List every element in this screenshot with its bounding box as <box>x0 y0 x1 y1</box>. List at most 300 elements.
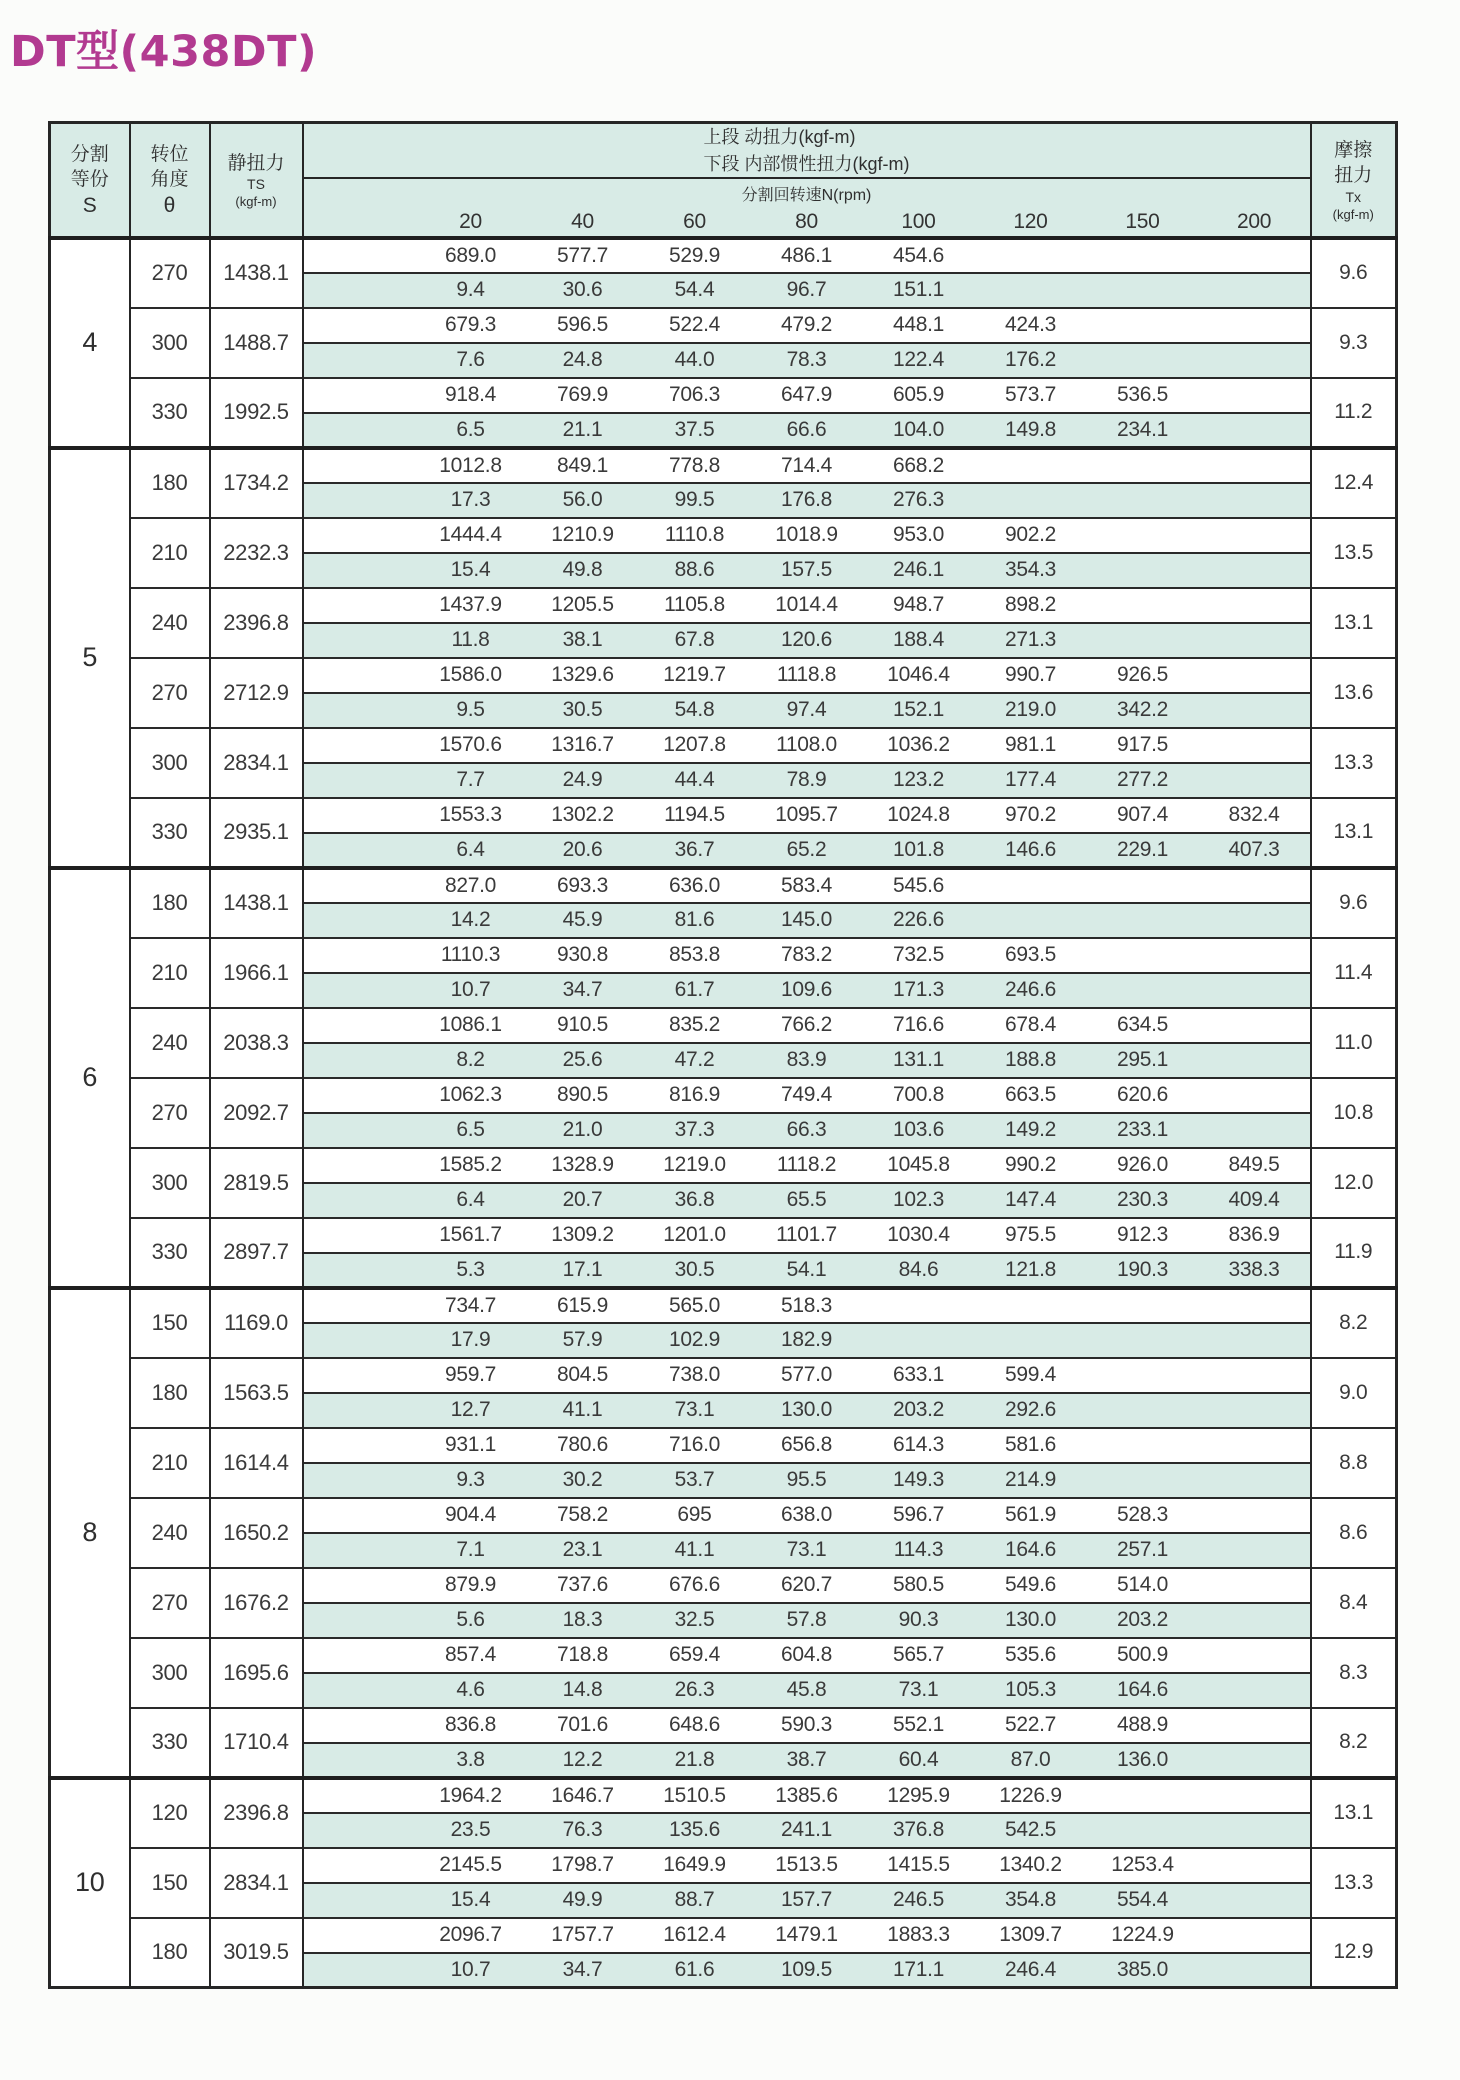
dynamic-torque-value: 638.0 <box>751 1498 863 1533</box>
inertia-torque-value: 23.5 <box>415 1813 527 1848</box>
inertia-torque-value: 338.3 <box>1199 1253 1311 1288</box>
inertia-torque-value: 8.2 <box>415 1043 527 1078</box>
static-torque-cell: 1169.0 <box>210 1288 303 1358</box>
inertia-torque-value: 130.0 <box>975 1603 1087 1638</box>
dynamic-torque-value: 907.4 <box>1087 798 1199 833</box>
inertia-torque-value: 171.1 <box>863 1953 975 1988</box>
page-title: DT型(438DT) <box>10 27 318 77</box>
spacer-cell <box>303 448 415 483</box>
inertia-torque-value: 7.7 <box>415 763 527 798</box>
index-angle-cell: 150 <box>130 1288 210 1358</box>
spacer-cell <box>303 1183 415 1218</box>
inertia-torque-value: 78.9 <box>751 763 863 798</box>
inertia-torque-value: 120.6 <box>751 623 863 658</box>
dynamic-torque-value <box>1199 1848 1311 1883</box>
dynamic-torque-value: 486.1 <box>751 238 863 273</box>
dynamic-torque-value <box>1087 1288 1199 1323</box>
dynamic-torque-row <box>50 1848 1397 1883</box>
inertia-torque-value <box>1199 1953 1311 1988</box>
dynamic-torque-value: 918.4 <box>415 378 527 413</box>
dynamic-torque-value <box>1087 518 1199 553</box>
dynamic-torque-row <box>50 308 1397 343</box>
dynamic-torque-value: 1194.5 <box>639 798 751 833</box>
friction-torque-cell: 9.6 <box>1311 868 1397 938</box>
dynamic-torque-row <box>50 1498 1397 1533</box>
dynamic-torque-value: 778.8 <box>639 448 751 483</box>
dynamic-torque-value <box>975 448 1087 483</box>
dynamic-torque-value: 766.2 <box>751 1008 863 1043</box>
dynamic-torque-value: 953.0 <box>863 518 975 553</box>
inertia-torque-value: 151.1 <box>863 273 975 308</box>
index-angle-cell: 300 <box>130 1148 210 1218</box>
friction-torque-cell: 8.6 <box>1311 1498 1397 1568</box>
friction-torque-cell: 11.2 <box>1311 378 1397 448</box>
division-count-cell: 10 <box>50 1778 130 1988</box>
dynamic-torque-value: 604.8 <box>751 1638 863 1673</box>
inertia-torque-value: 9.3 <box>415 1463 527 1498</box>
inertia-torque-value: 66.3 <box>751 1113 863 1148</box>
dynamic-torque-value: 668.2 <box>863 448 975 483</box>
inertia-torque-value: 99.5 <box>639 483 751 518</box>
dynamic-torque-value <box>1199 238 1311 273</box>
dynamic-torque-value: 565.0 <box>639 1288 751 1323</box>
inertia-torque-value <box>1199 1603 1311 1638</box>
inertia-torque-value <box>1199 1043 1311 1078</box>
inertia-torque-value: 103.6 <box>863 1113 975 1148</box>
dynamic-torque-value: 910.5 <box>527 1008 639 1043</box>
dynamic-torque-value <box>1199 1428 1311 1463</box>
static-torque-cell: 1966.1 <box>210 938 303 1008</box>
inertia-torque-value: 57.9 <box>527 1323 639 1358</box>
dynamic-torque-value: 596.5 <box>527 308 639 343</box>
inertia-torque-value <box>1199 1323 1311 1358</box>
inertia-torque-value: 4.6 <box>415 1673 527 1708</box>
inertia-torque-value: 24.9 <box>527 763 639 798</box>
dynamic-torque-value: 827.0 <box>415 868 527 903</box>
inertia-torque-value: 130.0 <box>751 1393 863 1428</box>
dynamic-torque-value: 1062.3 <box>415 1078 527 1113</box>
dynamic-torque-value <box>975 868 1087 903</box>
spacer-cell <box>303 518 415 553</box>
spacer-cell <box>303 1008 415 1043</box>
dynamic-torque-value <box>1087 1778 1199 1813</box>
dynamic-torque-value: 528.3 <box>1087 1498 1199 1533</box>
dynamic-torque-value: 514.0 <box>1087 1568 1199 1603</box>
inertia-torque-value: 233.1 <box>1087 1113 1199 1148</box>
dynamic-torque-value <box>1199 1638 1311 1673</box>
spacer-cell <box>303 763 415 798</box>
dynamic-torque-value: 1024.8 <box>863 798 975 833</box>
inertia-torque-value: 6.5 <box>415 1113 527 1148</box>
spacer-cell <box>303 1708 415 1743</box>
inertia-torque-value: 257.1 <box>1087 1533 1199 1568</box>
inertia-torque-value: 54.4 <box>639 273 751 308</box>
friction-torque-cell: 9.6 <box>1311 238 1397 308</box>
friction-torque-cell: 12.0 <box>1311 1148 1397 1218</box>
static-torque-cell: 1676.2 <box>210 1568 303 1638</box>
inertia-torque-value: 7.6 <box>415 343 527 378</box>
inertia-torque-value <box>975 273 1087 308</box>
spacer-cell <box>303 1393 415 1428</box>
division-count-cell: 6 <box>50 868 130 1288</box>
dynamic-torque-value: 879.9 <box>415 1568 527 1603</box>
dynamic-torque-value: 656.8 <box>751 1428 863 1463</box>
dynamic-torque-value: 804.5 <box>527 1358 639 1393</box>
dynamic-torque-value: 1018.9 <box>751 518 863 553</box>
header-index-angle: 转位 角度 θ <box>130 123 210 238</box>
inertia-torque-value <box>1199 1813 1311 1848</box>
inertia-torque-value: 188.4 <box>863 623 975 658</box>
index-angle-cell: 240 <box>130 588 210 658</box>
dynamic-torque-value: 659.4 <box>639 1638 751 1673</box>
dynamic-torque-value: 738.0 <box>639 1358 751 1393</box>
inertia-torque-value: 24.8 <box>527 343 639 378</box>
spacer-cell <box>303 1953 415 1988</box>
friction-torque-cell: 9.3 <box>1311 308 1397 378</box>
inertia-torque-value: 25.6 <box>527 1043 639 1078</box>
inertia-torque-value: 105.3 <box>975 1673 1087 1708</box>
dynamic-torque-value: 599.4 <box>975 1358 1087 1393</box>
spacer-cell <box>303 1883 415 1918</box>
friction-torque-cell: 11.4 <box>1311 938 1397 1008</box>
dynamic-torque-value: 663.5 <box>975 1078 1087 1113</box>
spacer-cell <box>303 483 415 518</box>
dynamic-torque-value: 695 <box>639 1498 751 1533</box>
inertia-torque-value: 171.3 <box>863 973 975 1008</box>
dynamic-torque-value: 1295.9 <box>863 1778 975 1813</box>
dynamic-torque-value: 975.5 <box>975 1218 1087 1253</box>
inertia-torque-value <box>1199 413 1311 448</box>
inertia-torque-value: 56.0 <box>527 483 639 518</box>
inertia-torque-value: 145.0 <box>751 903 863 938</box>
inertia-torque-value: 87.0 <box>975 1743 1087 1778</box>
inertia-torque-value: 49.9 <box>527 1883 639 1918</box>
static-torque-cell: 2232.3 <box>210 518 303 588</box>
inertia-torque-value: 229.1 <box>1087 833 1199 868</box>
inertia-torque-value: 157.5 <box>751 553 863 588</box>
dynamic-torque-value: 1046.4 <box>863 658 975 693</box>
inertia-torque-value: 41.1 <box>527 1393 639 1428</box>
spacer-cell <box>303 1918 415 1953</box>
inertia-torque-value: 57.8 <box>751 1603 863 1638</box>
dynamic-torque-value <box>1087 308 1199 343</box>
spacer-cell <box>303 903 415 938</box>
dynamic-torque-value: 448.1 <box>863 308 975 343</box>
table-header <box>50 123 1397 238</box>
inertia-torque-value: 277.2 <box>1087 763 1199 798</box>
dynamic-torque-value: 1513.5 <box>751 1848 863 1883</box>
inertia-torque-value: 67.8 <box>639 623 751 658</box>
dynamic-torque-row <box>50 938 1397 973</box>
dynamic-torque-value <box>1087 1428 1199 1463</box>
inertia-torque-value: 9.4 <box>415 273 527 308</box>
friction-torque-cell: 8.2 <box>1311 1288 1397 1358</box>
dynamic-torque-value <box>1199 1498 1311 1533</box>
dynamic-torque-value: 518.3 <box>751 1288 863 1323</box>
spacer-cell <box>303 1148 415 1183</box>
index-angle-cell: 240 <box>130 1008 210 1078</box>
inertia-torque-value: 542.5 <box>975 1813 1087 1848</box>
dynamic-torque-value: 1585.2 <box>415 1148 527 1183</box>
dynamic-torque-value: 700.8 <box>863 1078 975 1113</box>
index-angle-cell: 330 <box>130 378 210 448</box>
spacer-cell <box>303 658 415 693</box>
dynamic-torque-row <box>50 238 1397 273</box>
inertia-torque-value: 6.4 <box>415 1183 527 1218</box>
inertia-torque-value: 342.2 <box>1087 693 1199 728</box>
dynamic-torque-value <box>1087 938 1199 973</box>
inertia-torque-value <box>1087 1323 1199 1358</box>
dynamic-torque-value <box>1199 308 1311 343</box>
spacer-cell <box>303 1463 415 1498</box>
dynamic-torque-value: 1646.7 <box>527 1778 639 1813</box>
dynamic-torque-value: 552.1 <box>863 1708 975 1743</box>
dynamic-torque-value: 488.9 <box>1087 1708 1199 1743</box>
dynamic-torque-value: 577.7 <box>527 238 639 273</box>
inertia-torque-value: 90.3 <box>863 1603 975 1638</box>
spacer-cell <box>303 973 415 1008</box>
dynamic-torque-value: 1309.7 <box>975 1918 1087 1953</box>
spacer-cell <box>303 1848 415 1883</box>
spacer-cell <box>303 868 415 903</box>
spacer-cell <box>303 833 415 868</box>
dynamic-torque-value: 835.2 <box>639 1008 751 1043</box>
inertia-torque-value: 149.2 <box>975 1113 1087 1148</box>
dynamic-torque-row <box>50 868 1397 903</box>
dynamic-torque-value: 577.0 <box>751 1358 863 1393</box>
dynamic-torque-value: 1444.4 <box>415 518 527 553</box>
friction-torque-cell: 8.8 <box>1311 1428 1397 1498</box>
spacer-cell <box>303 1043 415 1078</box>
inertia-torque-value: 12.7 <box>415 1393 527 1428</box>
dynamic-torque-row <box>50 728 1397 763</box>
dynamic-torque-value: 732.5 <box>863 938 975 973</box>
static-torque-cell: 2834.1 <box>210 1848 303 1918</box>
header-rotation-speed: 分割回转速N(rpm) <box>303 178 1311 208</box>
speed-header-cell: 60 <box>639 208 751 238</box>
inertia-torque-value <box>1087 483 1199 518</box>
inertia-torque-value: 54.8 <box>639 693 751 728</box>
inertia-torque-value: 38.7 <box>751 1743 863 1778</box>
dynamic-torque-value: 926.5 <box>1087 658 1199 693</box>
dynamic-torque-value: 561.9 <box>975 1498 1087 1533</box>
friction-torque-cell: 9.0 <box>1311 1358 1397 1428</box>
dynamic-torque-value: 620.6 <box>1087 1078 1199 1113</box>
dynamic-torque-value: 689.0 <box>415 238 527 273</box>
dynamic-torque-value: 1340.2 <box>975 1848 1087 1883</box>
spacer-cell <box>303 1428 415 1463</box>
spacer-cell <box>303 693 415 728</box>
inertia-torque-value: 147.4 <box>975 1183 1087 1218</box>
speed-header-cell: 150 <box>1087 208 1199 238</box>
index-angle-cell: 180 <box>130 448 210 518</box>
inertia-torque-value: 176.8 <box>751 483 863 518</box>
dynamic-torque-row <box>50 588 1397 623</box>
dynamic-torque-row <box>50 378 1397 413</box>
dynamic-torque-value: 1309.2 <box>527 1218 639 1253</box>
dynamic-torque-row <box>50 518 1397 553</box>
inertia-torque-value: 53.7 <box>639 1463 751 1498</box>
static-torque-cell: 1992.5 <box>210 378 303 448</box>
dynamic-torque-value: 836.8 <box>415 1708 527 1743</box>
inertia-torque-value: 44.4 <box>639 763 751 798</box>
dynamic-torque-value: 904.4 <box>415 1498 527 1533</box>
inertia-torque-value: 37.5 <box>639 413 751 448</box>
dynamic-torque-value: 902.2 <box>975 518 1087 553</box>
friction-torque-cell: 13.1 <box>1311 798 1397 868</box>
friction-torque-cell: 10.8 <box>1311 1078 1397 1148</box>
inertia-torque-value: 376.8 <box>863 1813 975 1848</box>
dynamic-torque-value: 573.7 <box>975 378 1087 413</box>
index-angle-cell: 270 <box>130 238 210 308</box>
inertia-torque-value: 30.5 <box>639 1253 751 1288</box>
inertia-torque-value: 17.9 <box>415 1323 527 1358</box>
index-angle-cell: 270 <box>130 1568 210 1638</box>
friction-torque-cell: 8.2 <box>1311 1708 1397 1778</box>
spacer-cell <box>303 378 415 413</box>
static-torque-cell: 1695.6 <box>210 1638 303 1708</box>
dynamic-torque-value: 970.2 <box>975 798 1087 833</box>
dynamic-torque-value: 1110.8 <box>639 518 751 553</box>
dynamic-torque-value: 454.6 <box>863 238 975 273</box>
inertia-torque-value <box>1199 1673 1311 1708</box>
division-count-cell: 4 <box>50 238 130 448</box>
inertia-torque-value: 17.3 <box>415 483 527 518</box>
inertia-torque-value: 354.8 <box>975 1883 1087 1918</box>
dynamic-torque-value: 981.1 <box>975 728 1087 763</box>
spacer-cell <box>303 413 415 448</box>
dynamic-torque-value <box>1199 1708 1311 1743</box>
dynamic-torque-value: 1385.6 <box>751 1778 863 1813</box>
dynamic-torque-value: 424.3 <box>975 308 1087 343</box>
static-torque-cell: 1563.5 <box>210 1358 303 1428</box>
index-angle-cell: 330 <box>130 1708 210 1778</box>
dynamic-torque-value: 1561.7 <box>415 1218 527 1253</box>
inertia-torque-value: 83.9 <box>751 1043 863 1078</box>
friction-torque-cell: 11.0 <box>1311 1008 1397 1078</box>
inertia-torque-value: 88.7 <box>639 1883 751 1918</box>
dynamic-torque-value: 1570.6 <box>415 728 527 763</box>
inertia-torque-value: 73.1 <box>639 1393 751 1428</box>
inertia-torque-value: 214.9 <box>975 1463 1087 1498</box>
dynamic-torque-value: 1329.6 <box>527 658 639 693</box>
dynamic-torque-value: 959.7 <box>415 1358 527 1393</box>
inertia-torque-value <box>1087 553 1199 588</box>
inertia-torque-value: 66.6 <box>751 413 863 448</box>
dynamic-torque-value: 678.4 <box>975 1008 1087 1043</box>
dynamic-torque-value <box>1199 938 1311 973</box>
dynamic-torque-value: 1207.8 <box>639 728 751 763</box>
inertia-torque-value: 97.4 <box>751 693 863 728</box>
inertia-torque-value <box>1199 1743 1311 1778</box>
inertia-torque-value: 246.4 <box>975 1953 1087 1988</box>
friction-torque-cell: 13.6 <box>1311 658 1397 728</box>
dynamic-torque-row <box>50 1148 1397 1183</box>
inertia-torque-value: 149.8 <box>975 413 1087 448</box>
dynamic-torque-value: 849.1 <box>527 448 639 483</box>
dynamic-torque-row <box>50 1218 1397 1253</box>
dynamic-torque-value: 990.2 <box>975 1148 1087 1183</box>
dynamic-torque-value: 1210.9 <box>527 518 639 553</box>
dynamic-torque-value: 734.7 <box>415 1288 527 1323</box>
inertia-torque-value: 554.4 <box>1087 1883 1199 1918</box>
dynamic-torque-value <box>1199 1008 1311 1043</box>
inertia-torque-value: 34.7 <box>527 1953 639 1988</box>
inertia-torque-value: 61.7 <box>639 973 751 1008</box>
static-torque-cell: 2897.7 <box>210 1218 303 1288</box>
inertia-torque-value: 41.1 <box>639 1533 751 1568</box>
inertia-torque-value <box>975 903 1087 938</box>
inertia-torque-value: 73.1 <box>751 1533 863 1568</box>
dynamic-torque-value: 1224.9 <box>1087 1918 1199 1953</box>
index-angle-cell: 180 <box>130 868 210 938</box>
inertia-torque-value: 14.2 <box>415 903 527 938</box>
inertia-torque-value: 11.8 <box>415 623 527 658</box>
dynamic-torque-value: 783.2 <box>751 938 863 973</box>
spacer-cell <box>303 1778 415 1813</box>
inertia-torque-value: 295.1 <box>1087 1043 1199 1078</box>
inertia-torque-value: 17.1 <box>527 1253 639 1288</box>
inertia-torque-value: 95.5 <box>751 1463 863 1498</box>
spacer-cell <box>303 623 415 658</box>
dynamic-torque-value: 1110.3 <box>415 938 527 973</box>
friction-torque-cell: 13.3 <box>1311 728 1397 798</box>
inertia-torque-value: 157.7 <box>751 1883 863 1918</box>
static-torque-cell: 2712.9 <box>210 658 303 728</box>
inertia-torque-value: 271.3 <box>975 623 1087 658</box>
dynamic-torque-value: 549.6 <box>975 1568 1087 1603</box>
inertia-torque-value: 60.4 <box>863 1743 975 1778</box>
dynamic-torque-value <box>1199 1288 1311 1323</box>
dynamic-torque-value: 701.6 <box>527 1708 639 1743</box>
dynamic-torque-value: 714.4 <box>751 448 863 483</box>
inertia-torque-value: 45.8 <box>751 1673 863 1708</box>
static-torque-cell: 2935.1 <box>210 798 303 868</box>
dynamic-torque-row <box>50 1008 1397 1043</box>
dynamic-torque-row <box>50 1918 1397 1953</box>
inertia-torque-value: 21.0 <box>527 1113 639 1148</box>
dynamic-torque-value <box>1199 448 1311 483</box>
dynamic-torque-value: 853.8 <box>639 938 751 973</box>
dynamic-torque-value: 857.4 <box>415 1638 527 1673</box>
speed-header-cell: 40 <box>527 208 639 238</box>
dynamic-torque-value: 1757.7 <box>527 1918 639 1953</box>
inertia-torque-value: 188.8 <box>975 1043 1087 1078</box>
friction-torque-cell: 13.1 <box>1311 588 1397 658</box>
inertia-torque-value <box>863 1323 975 1358</box>
dynamic-torque-value: 500.9 <box>1087 1638 1199 1673</box>
inertia-torque-value: 123.2 <box>863 763 975 798</box>
spacer-cell <box>303 1323 415 1358</box>
dynamic-torque-value: 898.2 <box>975 588 1087 623</box>
inertia-torque-value: 292.6 <box>975 1393 1087 1428</box>
header-dynamic-inertia-torque: 上段 动扭力(kgf-m) 下段 内部惯性扭力(kgf-m) <box>303 123 1311 178</box>
dynamic-torque-row <box>50 798 1397 833</box>
dynamic-torque-value: 1205.5 <box>527 588 639 623</box>
inertia-torque-value: 176.2 <box>975 343 1087 378</box>
dynamic-torque-value <box>1199 728 1311 763</box>
inertia-torque-value: 26.3 <box>639 1673 751 1708</box>
header-friction-torque: 摩擦 扭力 Tx (kgf-m) <box>1311 123 1397 238</box>
inertia-torque-value <box>1199 553 1311 588</box>
dynamic-torque-value: 565.7 <box>863 1638 975 1673</box>
inertia-torque-value: 20.7 <box>527 1183 639 1218</box>
inertia-torque-value: 135.6 <box>639 1813 751 1848</box>
dynamic-torque-value: 816.9 <box>639 1078 751 1113</box>
index-angle-cell: 180 <box>130 1918 210 1988</box>
dynamic-torque-value: 545.6 <box>863 868 975 903</box>
dynamic-torque-value <box>1087 868 1199 903</box>
